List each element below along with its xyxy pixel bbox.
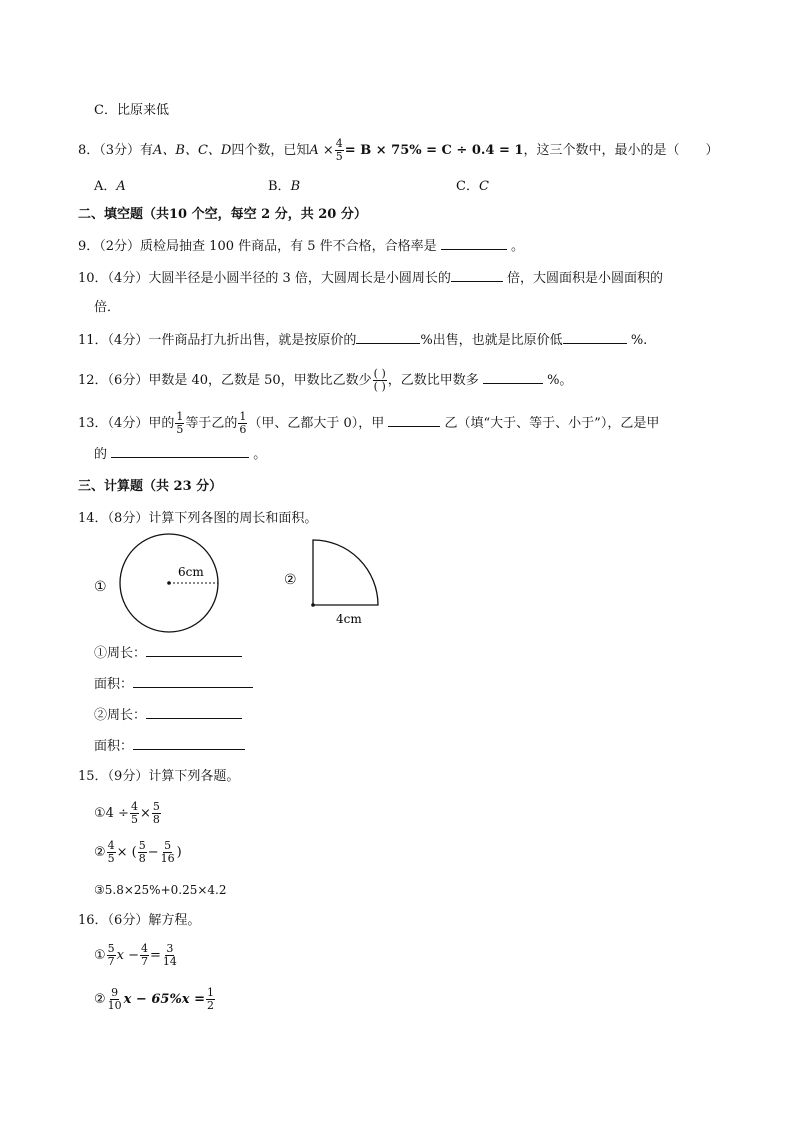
q11-text3: %. xyxy=(630,333,648,348)
q16-e1-f3n: 3 xyxy=(166,942,174,955)
q15-e2-f2n: 5 xyxy=(138,839,146,852)
q16-e1-eq: = xyxy=(150,948,161,963)
q15-e1-a: 4 ÷ xyxy=(105,806,129,821)
q8-frac-den: 5 xyxy=(335,150,343,163)
q15-e2-op: × ( xyxy=(116,845,137,860)
q13-fraction-2 xyxy=(238,411,247,436)
q16-e1-f2n: 4 xyxy=(141,942,149,955)
q15-expr-1 xyxy=(94,799,162,829)
q15-e2-f2d: 8 xyxy=(138,852,146,865)
q16-e1-f3d: 14 xyxy=(162,955,177,968)
q14-fig1-label: ① xyxy=(94,579,107,595)
q12-text3: %。 xyxy=(547,373,573,388)
q16-e1-x: x − xyxy=(116,948,140,963)
q16-e2-f1d: 10 xyxy=(107,999,122,1012)
q16-eq-1 xyxy=(94,941,179,971)
q8-frac-num: 4 xyxy=(335,137,343,150)
q14-answer-3 xyxy=(94,706,242,725)
q16-eq-2 xyxy=(94,985,216,1015)
q15-e2-frac2 xyxy=(138,840,147,865)
q12 xyxy=(78,368,572,393)
q11 xyxy=(78,331,647,350)
q12-text2: ，乙数比甲数多 xyxy=(387,373,479,388)
q16-e2-label: ② xyxy=(94,992,106,1007)
q13-blank-1[interactable] xyxy=(388,414,440,427)
q8-fraction xyxy=(335,138,344,163)
q14-a3-blank[interactable] xyxy=(146,706,242,719)
q13-text1: 13．（4分）甲的 xyxy=(78,416,175,431)
q15-text: 15．（9分）计算下列各题。 xyxy=(78,769,240,784)
q16-e2-x: x − 65%x = xyxy=(123,992,205,1007)
q12-blank[interactable] xyxy=(483,371,543,384)
q15-e2-f1n: 4 xyxy=(107,839,115,852)
q15-e1-frac2 xyxy=(152,801,161,826)
q14-a4-label: 面积： xyxy=(94,739,134,754)
q14-a1-blank[interactable] xyxy=(146,644,242,657)
q15-e1-op: × xyxy=(139,806,151,821)
q16-e2-f1n: 9 xyxy=(111,986,119,999)
q8-stem xyxy=(78,138,718,163)
q14-a3-label: ②周长： xyxy=(94,708,147,723)
q8-prefix: 8．（3分）有 xyxy=(78,143,154,158)
q8-option-b-var: B xyxy=(290,179,301,194)
q14-a2-blank[interactable] xyxy=(133,675,253,688)
q15-e1-f2d: 8 xyxy=(152,813,160,826)
q15-e3-text: 5.8×25%+0.25×4.2 xyxy=(104,883,227,897)
q13 xyxy=(78,411,659,436)
q10-blank-1[interactable] xyxy=(451,269,503,282)
q15-e1-label: ① xyxy=(94,806,106,821)
q15-e1-f2n: 5 xyxy=(152,800,160,813)
q16-e2-frac2 xyxy=(206,987,215,1012)
q15-expr-2 xyxy=(94,838,182,868)
q8-option-a-label: A． xyxy=(94,179,117,194)
q14-answer-4 xyxy=(94,737,245,756)
q13-text4: 乙（填“大于、等于、小于”），乙是甲 xyxy=(444,416,660,431)
q15-e2-label: ② xyxy=(94,845,106,860)
q15-e2-f1d: 5 xyxy=(107,852,115,865)
q7-option-c: C．比原来低 xyxy=(94,103,169,118)
q14-fig2-label: ② xyxy=(284,572,297,588)
q9 xyxy=(78,237,524,256)
q16-e1-frac2 xyxy=(140,943,149,968)
q13-blank-2[interactable] xyxy=(111,445,249,458)
q12-frac-den: ( ) xyxy=(373,380,386,393)
q15-e1-f1d: 5 xyxy=(130,813,138,826)
q14-answer-2 xyxy=(94,675,253,694)
q8-option-c xyxy=(456,175,489,194)
q12-frac-num: ( ) xyxy=(373,367,386,380)
q8-option-b xyxy=(268,175,300,194)
q8-option-a-var: A xyxy=(116,179,126,194)
q10 xyxy=(78,269,663,288)
quarter-circle-shape xyxy=(313,540,378,605)
section-3-title: 三、计算题（共 23 分） xyxy=(78,479,223,494)
q11-text1: 11．（4分）一件商品打九折出售，就是按原价的 xyxy=(78,333,357,348)
q13-line2-a: 的 xyxy=(94,447,108,462)
q8-mid: 四个数，已知 xyxy=(231,143,310,158)
q16-e2-frac1 xyxy=(107,987,123,1012)
q14-circle-figure xyxy=(118,532,222,636)
q9-text: 9．（2分）质检局抽查 100 件商品，有 5 件不合格，合格率是 xyxy=(78,239,437,254)
q9-answer-blank[interactable] xyxy=(441,237,507,250)
q16-e1-f2d: 7 xyxy=(141,955,149,968)
q16-e1-label: ① xyxy=(94,948,106,963)
q15-expr-3 xyxy=(94,881,227,899)
q14-a4-blank[interactable] xyxy=(133,737,245,750)
q10-text2: 倍，大圆面积是小圆面积的 xyxy=(507,271,664,286)
q9-end: 。 xyxy=(510,239,524,254)
q8-expr-b: = B × 75% = C ÷ 0.4 = 1 xyxy=(344,143,524,158)
q12-fraction-blank[interactable] xyxy=(373,368,387,393)
q8-option-c-var: C xyxy=(478,179,489,194)
q16-e2-f2n: 1 xyxy=(206,986,214,999)
q13-text3: （甲、乙都大于 0），甲 xyxy=(248,416,385,431)
q14-text: 14．（8分）计算下列各图的周长和面积。 xyxy=(78,511,318,526)
q10-text1: 10．（4分）大圆半径是小圆半径的 3 倍，大圆周长是小圆周长的 xyxy=(78,271,451,286)
q14-quarter-circle-figure xyxy=(306,536,386,628)
q11-blank-2[interactable] xyxy=(563,331,627,344)
q16-text: 16．（6分）解方程。 xyxy=(78,913,201,928)
q15-e2-frac1 xyxy=(107,840,116,865)
q11-blank-1[interactable] xyxy=(356,331,420,344)
q13-fraction-1 xyxy=(175,411,184,436)
q15-e1-frac1 xyxy=(130,801,139,826)
q12-text1: 12．（6分）甲数是 40，乙数是 50，甲数比乙数少 xyxy=(78,373,372,388)
q16-e1-f1n: 5 xyxy=(107,942,115,955)
q15-e2-f3d: 16 xyxy=(160,852,175,865)
q15-e3-label: ③ xyxy=(94,883,105,897)
q14-a1-label: ①周长： xyxy=(94,646,147,661)
q8-option-c-label: C． xyxy=(456,179,479,194)
q13-f1-num: 1 xyxy=(176,410,184,423)
q15-e1-f1n: 4 xyxy=(130,800,138,813)
q8-expr-a: A × xyxy=(309,143,334,158)
q10-line2: 倍． xyxy=(94,300,121,315)
q13-f2-den: 6 xyxy=(239,423,247,436)
base-label: 4cm xyxy=(336,612,362,626)
q16-e2-f2d: 2 xyxy=(206,999,214,1012)
q13-line2 xyxy=(94,445,266,464)
q11-text2: %出售，也就是比原价低 xyxy=(420,333,563,348)
q14-answer-1 xyxy=(94,644,242,663)
q13-f1-den: 5 xyxy=(176,423,184,436)
radius-label: 6cm xyxy=(178,565,204,579)
q15-e2-f3n: 5 xyxy=(164,839,172,852)
q15-e2-close: ) xyxy=(176,845,182,860)
section-2-title: 二、填空题（共10 个空，每空 2 分，共 20 分） xyxy=(78,207,367,222)
quarter-circle-corner-dot xyxy=(311,603,315,607)
q16-e1-frac1 xyxy=(107,943,116,968)
q8-vars: A、B、C、D xyxy=(153,143,232,158)
q16-e1-frac3 xyxy=(162,943,178,968)
q13-text2: 等于乙的 xyxy=(185,416,238,431)
q8-option-a xyxy=(94,175,126,194)
q13-f2-num: 1 xyxy=(239,410,247,423)
q15-e2-frac3 xyxy=(160,840,176,865)
q13-line2-b: 。 xyxy=(253,447,267,462)
q8-option-b-label: B． xyxy=(268,179,291,194)
q8-suffix: ，这三个数中，最小的是（ ） xyxy=(523,143,719,158)
q15-e2-minus: − xyxy=(147,845,159,860)
q14-a2-label: 面积： xyxy=(94,677,134,692)
q16-e1-f1d: 7 xyxy=(107,955,115,968)
